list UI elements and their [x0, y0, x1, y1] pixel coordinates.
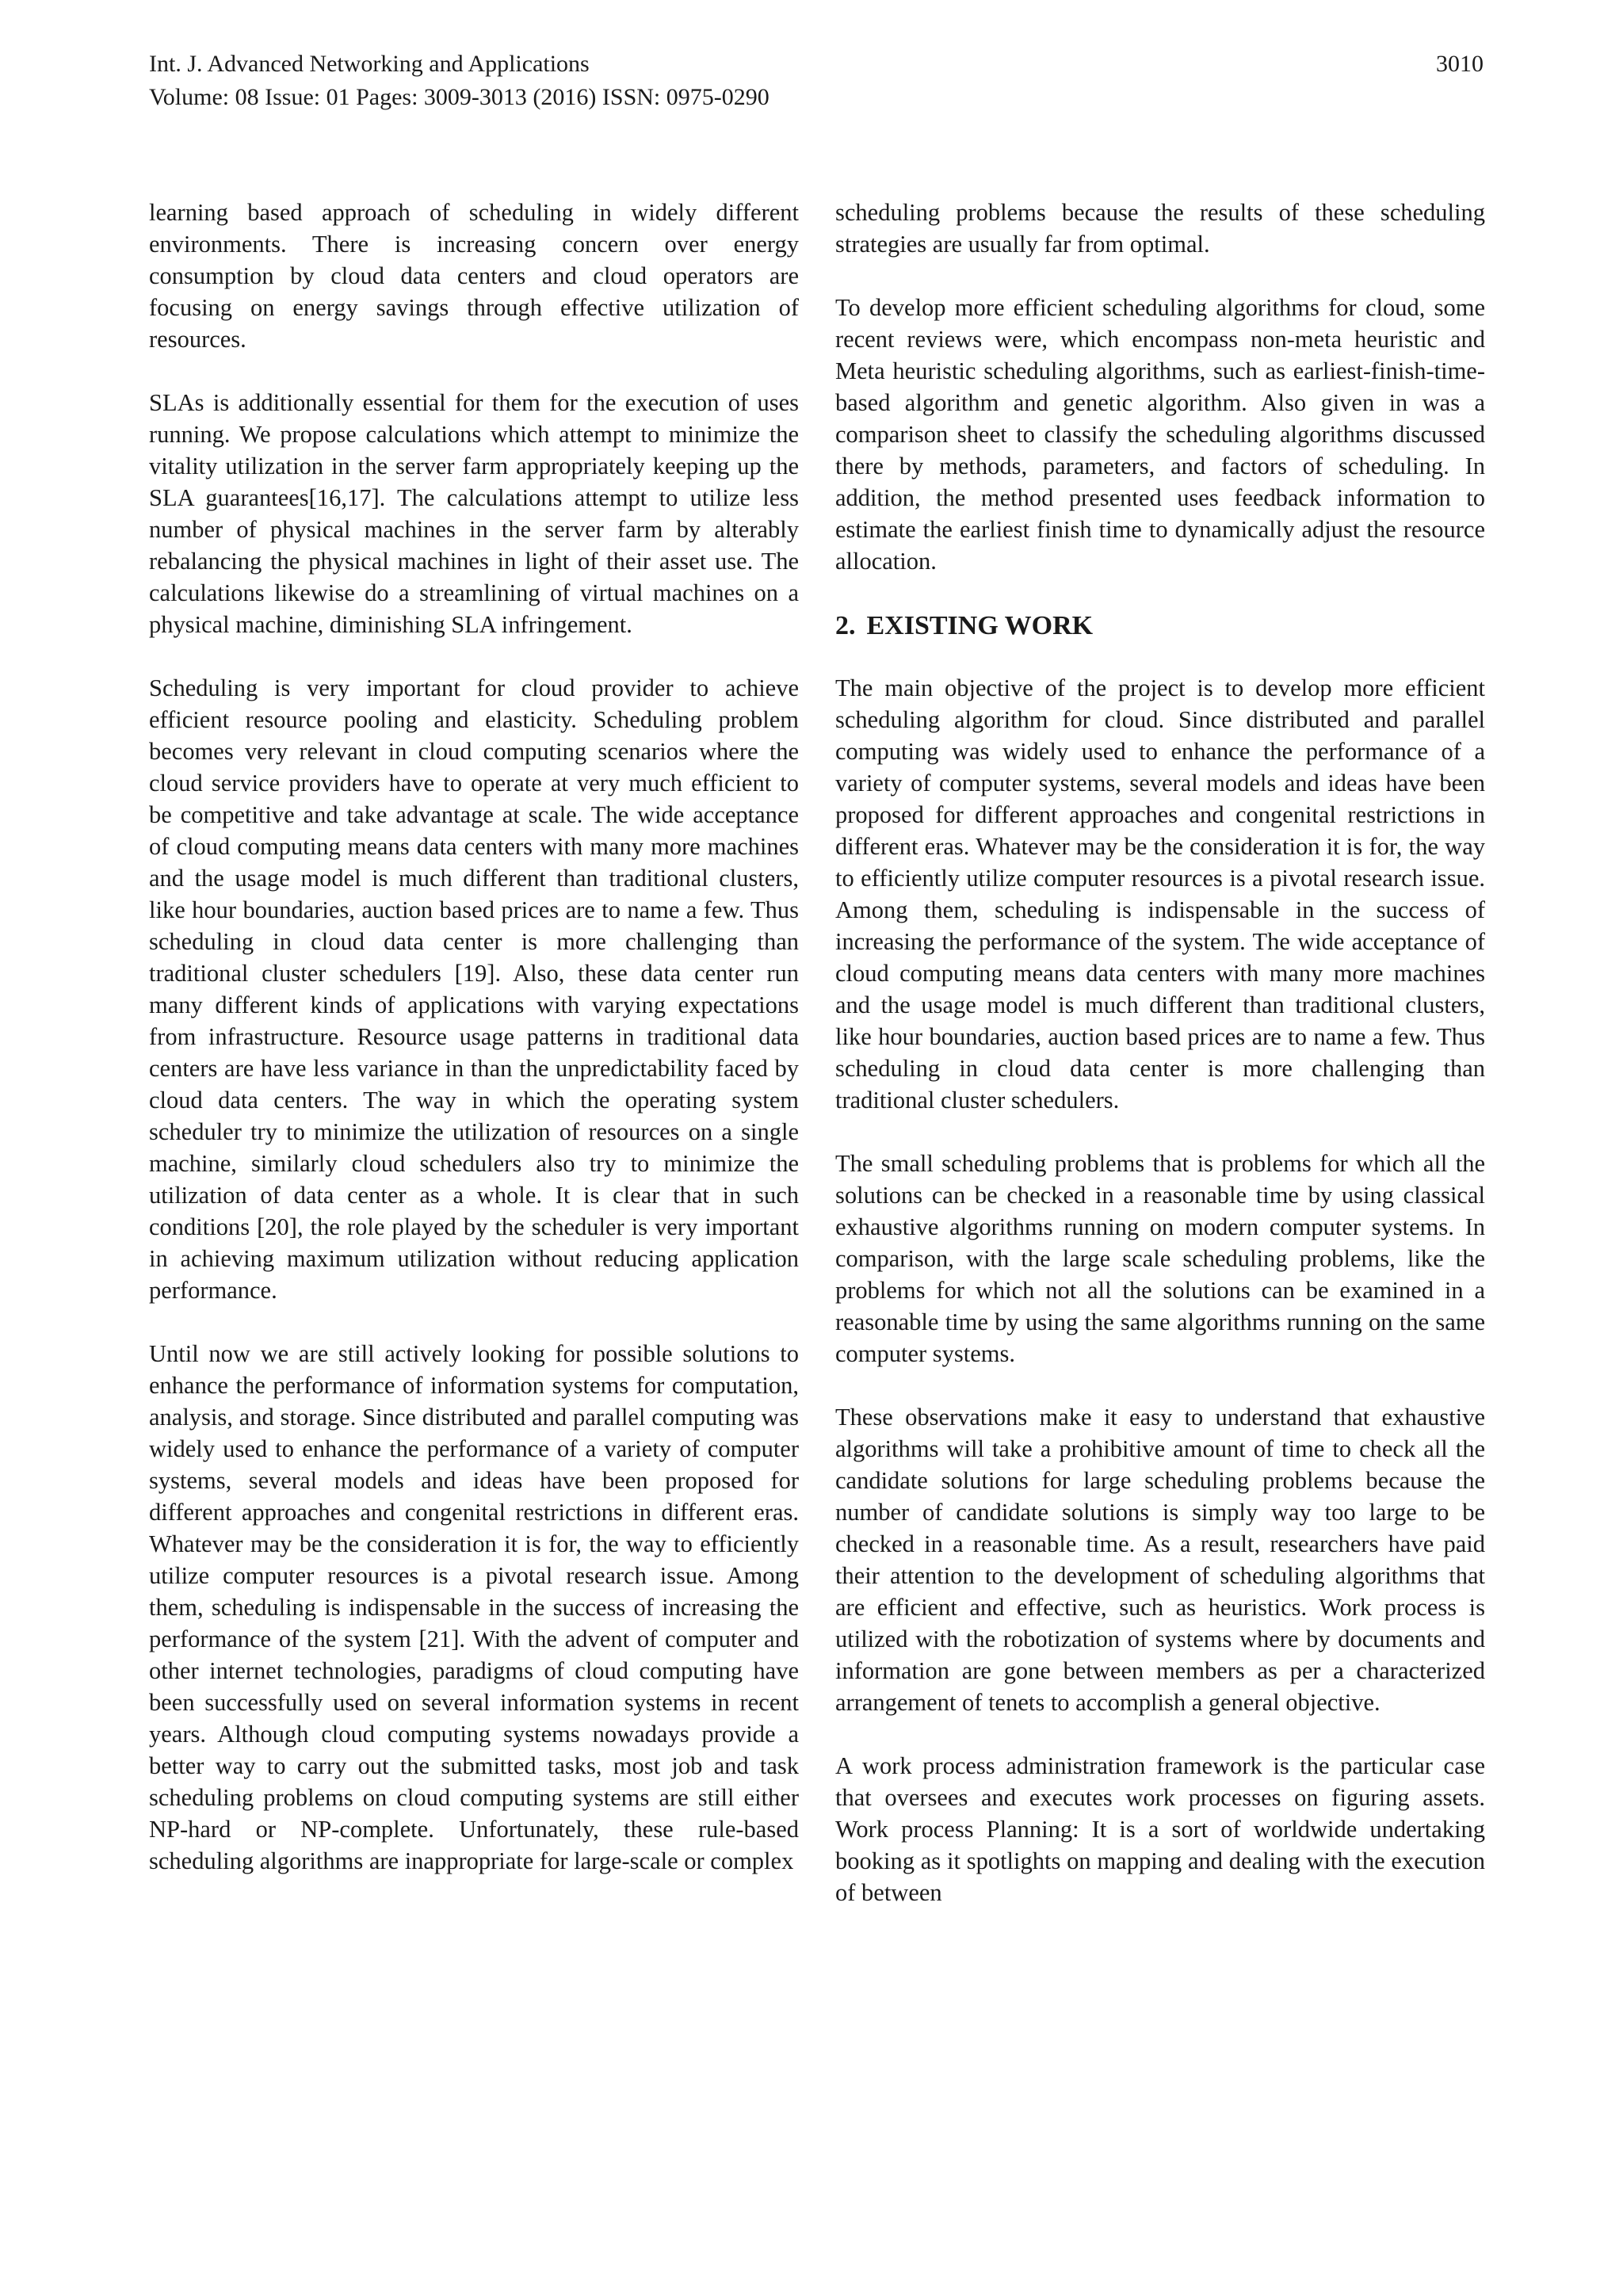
body-paragraph: Scheduling is very important for cloud provider to achieve efficient resource pooling and elasticity. Scheduling problem becomes very relevant in cloud computing scenarios where the cloud service providers have to operate at very much efficient to be competitive and take advantage at scale. The wide acceptance of cloud computing means data centers with many more machines and the usage model is much different than traditional clusters, like hour boundaries, auction based prices are to name a few. Thus scheduling in cloud data center is more challenging than traditional cluster schedulers [19]. Also, these data center run many different kinds of applications with varying expectations from infrastructure. Resource usage patterns in traditional data centers are have less variance in than the unpredictability faced by cloud data centers. The way in which the operating system scheduler try to minimize the utilization of resources on a single machine, similarly cloud schedulers also try to minimize the utilization of data center as a whole. It is clear that in such conditions [20], the role played by the scheduler is very important in achieving maximum utilization without reducing application performance.	[149, 674, 799, 1304]
body-paragraph: These observations make it easy to understand that exhaustive algorithms will take a prohibitive amount of time to check all the candidate solutions for large scheduling problems because the number of candidate solutions is simply way too large to be checked in a reasonable time. As a result, researchers have paid their attention to the development of scheduling algorithms that are efficient and effective, such as heuristics. Work process is utilized with the robotization of systems where by documents and information are gone between members as per a characterized arrangement of tenets to accomplish a general objective.	[835, 1404, 1485, 1716]
body-paragraph: A work process administration framework is the particular case that oversees and executes work processes on figuring assets. Work process Planning: It is a sort of worldwide undertaking booking as it spotlights on mapping and dealing with the execution of between	[835, 1752, 1485, 1906]
left-column	[149, 197, 799, 1908]
journal-title: Int. J. Advanced Networking and Applications	[149, 51, 590, 77]
volume-info: Volume: 08 Issue: 01 Pages: 3009-3013 (2016) ISSN: 0975-0290	[149, 84, 769, 110]
right-column	[835, 197, 1485, 1940]
running-header	[149, 48, 1484, 114]
section-number: 2.	[835, 611, 856, 640]
body-paragraph: The main objective of the project is to develop more efficient scheduling algorithm for cloud. Since distributed and parallel computing was widely used to enhance the performance of a variety of computer systems, several models and ideas have been proposed for different approaches and congenital restrictions in different eras. Whatever may be the consideration it is for, the way to efficiently utilize computer resources is a pivotal research issue. Among them, scheduling is indispensable in the success of increasing the performance of the system. The wide acceptance of cloud computing means data centers with many more machines and the usage model is much different than traditional clusters, like hour boundaries, auction based prices are to name a few. Thus scheduling in cloud data center is more challenging than traditional cluster schedulers.	[835, 674, 1485, 1114]
body-paragraph: SLAs is additionally essential for them for the execution of uses running. We propose calculations which attempt to minimize the vitality utilization in the server farm appropriately keeping up the SLA guarantees[16,17]. The calculations attempt to utilize less number of physical machines in the server farm by alterably rebalancing the physical machines in light of their asset use. The calculations likewise do a streamlining of virtual machines on a physical machine, diminishing SLA infringement.	[149, 389, 799, 638]
page-number: 3010	[1436, 51, 1484, 77]
section-title: EXISTING WORK	[866, 611, 1094, 640]
body-paragraph: Until now we are still actively looking for possible solutions to enhance the performance of information systems for computation, analysis, and storage. Since distributed and parallel computing was widely used to enhance the performance of a variety of computer systems, several models and ideas have been proposed for different approaches and congenital restrictions in different eras. Whatever may be the consideration it is for, the way to efficiently utilize computer resources is a pivotal research issue. Among them, scheduling is indispensable in the success of increasing the performance of the system [21]. With the advent of computer and other internet technologies, paradigms of cloud computing have been successfully used on several information systems in recent years. Although cloud computing systems nowadays provide a better way to carry out the submitted tasks, most job and task scheduling problems on cloud computing systems are still either NP-hard or NP-complete. Unfortunately, these rule-based scheduling algorithms are inappropriate for large-scale or complex	[149, 1340, 799, 1874]
section-heading	[835, 609, 1485, 644]
body-paragraph: learning based approach of scheduling in widely different environments. There is increasing concern over energy consumption by cloud data centers and cloud operators are focusing on energy savings through effective utilization of resources.	[149, 199, 799, 353]
body-paragraph: To develop more efficient scheduling algorithms for cloud, some recent reviews were, which encompass non-meta heuristic and Meta heuristic scheduling algorithms, such as earliest-finish-time-based algorithm and genetic algorithm. Also given in was a comparison sheet to classify the scheduling algorithms discussed there by methods, parameters, and factors of scheduling. In addition, the method presented uses feedback information to estimate the earliest finish time to dynamically adjust the resource allocation.	[835, 294, 1485, 575]
body-paragraph: The small scheduling problems that is problems for which all the solutions can be checked in a reasonable time by using classical exhaustive algorithms running on modern computer systems. In comparison, with the large scale scheduling problems, like the problems for which not all the solutions can be examined in a reasonable time by using the same algorithms running on the same computer systems.	[835, 1150, 1485, 1367]
body-paragraph: scheduling problems because the results of these scheduling strategies are usually far from optimal.	[835, 199, 1485, 258]
